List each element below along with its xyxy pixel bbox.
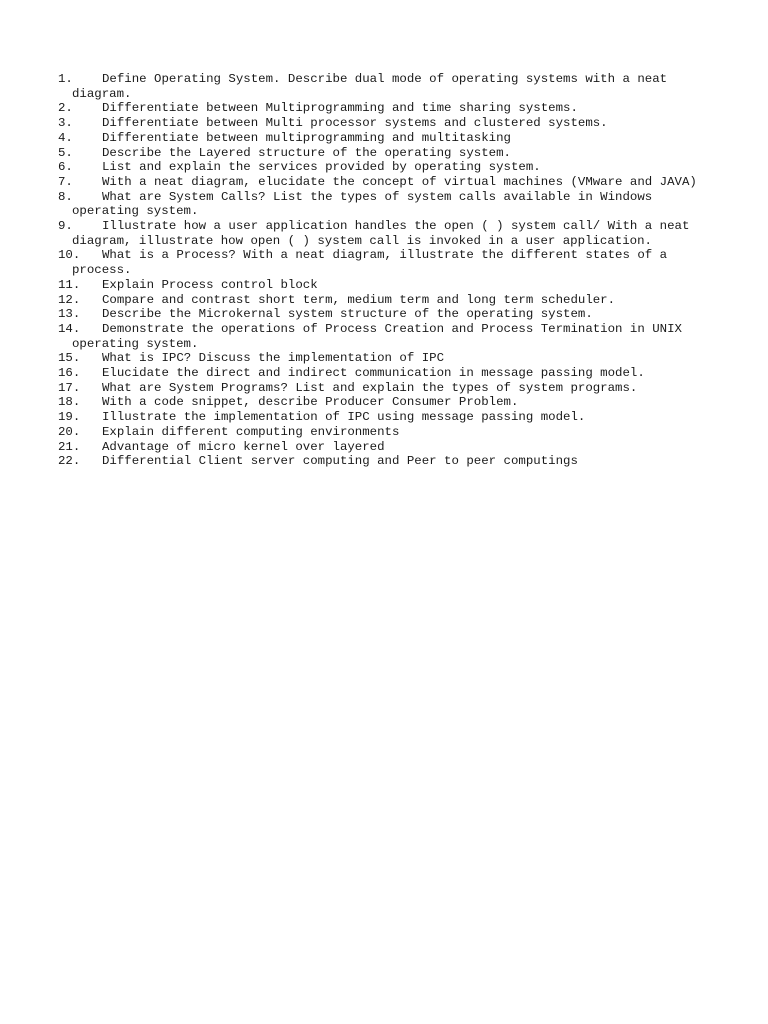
question-item [58, 248, 712, 277]
question-number: 3. [58, 116, 73, 131]
question-number: 5. [58, 145, 73, 160]
question-text: Describe the Layered structure of the operating system. [102, 145, 511, 160]
question-number: 13. [58, 307, 81, 322]
question-number: 16. [58, 366, 81, 381]
question-text: Demonstrate the operations of Process Creation and Process Termination in UNIX operating system. [72, 321, 682, 351]
question-item [58, 410, 712, 425]
question-item [58, 440, 712, 455]
question-item [58, 351, 712, 366]
question-text: Explain different computing environments [102, 424, 400, 439]
question-number: 14. [58, 321, 81, 336]
question-text: Advantage of micro kernel over layered [102, 439, 385, 454]
question-text: Differentiate between multiprogramming and multitasking [102, 130, 511, 145]
question-text: What are System Calls? List the types of system calls available in Windows operating system. [72, 189, 653, 219]
question-number: 8. [58, 189, 73, 204]
question-text: Differentiate between Multiprogramming and time sharing systems. [102, 101, 578, 116]
question-text: List and explain the services provided by operating system. [102, 160, 541, 175]
question-item [58, 381, 712, 396]
question-text: What is a Process? With a neat diagram, illustrate the different states of a process. [72, 248, 668, 278]
question-text: With a code snippet, describe Producer Consumer Problem. [102, 395, 519, 410]
question-item [58, 219, 712, 248]
question-item [58, 131, 712, 146]
question-item [58, 72, 712, 101]
question-text: With a neat diagram, elucidate the concept of virtual machines (VMware and JAVA) [102, 174, 697, 189]
question-item [58, 454, 712, 469]
question-text: Illustrate how a user application handles the open ( ) system call/ With a neat diagram, illustrate how open ( ) system call is invoked in a user application. [72, 219, 690, 248]
question-number: 9. [58, 219, 73, 234]
question-text: Differentiate between Multi processor systems and clustered systems. [102, 116, 608, 131]
question-number: 12. [58, 292, 81, 307]
question-item [58, 425, 712, 440]
question-number: 22. [58, 454, 81, 469]
question-item [58, 366, 712, 381]
question-number: 6. [58, 160, 73, 175]
question-number: 20. [58, 424, 81, 439]
question-text: Differential Client server computing and Peer to peer computings [102, 454, 578, 469]
question-item [58, 395, 712, 410]
question-text: Compare and contrast short term, medium term and long term scheduler. [102, 292, 616, 307]
question-item [58, 293, 712, 308]
question-text: Define Operating System. Describe dual mode of operating systems with a neat diagram. [72, 72, 668, 101]
question-item [58, 175, 712, 190]
question-text: Explain Process control block [102, 277, 318, 292]
question-item [58, 160, 712, 175]
question-item [58, 116, 712, 131]
question-number: 2. [58, 101, 73, 116]
question-text: Illustrate the implementation of IPC using message passing model. [102, 410, 586, 425]
question-number: 19. [58, 410, 81, 425]
question-number: 11. [58, 277, 81, 292]
question-number: 10. [58, 248, 81, 263]
question-item [58, 190, 712, 219]
question-text: Describe the Microkernal system structure of the operating system. [102, 307, 593, 322]
question-text: What is IPC? Discuss the implementation of IPC [102, 351, 445, 366]
question-number: 15. [58, 351, 81, 366]
question-number: 4. [58, 130, 73, 145]
question-text: Elucidate the direct and indirect communication in message passing model. [102, 366, 645, 381]
question-item [58, 322, 712, 351]
question-number: 17. [58, 380, 81, 395]
question-number: 21. [58, 439, 81, 454]
question-number: 7. [58, 174, 73, 189]
question-item [58, 101, 712, 116]
question-number: 18. [58, 395, 81, 410]
question-text: What are System Programs? List and explain the types of system programs. [102, 380, 638, 395]
question-item [58, 146, 712, 161]
question-list [58, 72, 712, 469]
question-item [58, 278, 712, 293]
question-item [58, 307, 712, 322]
question-number: 1. [58, 72, 73, 86]
